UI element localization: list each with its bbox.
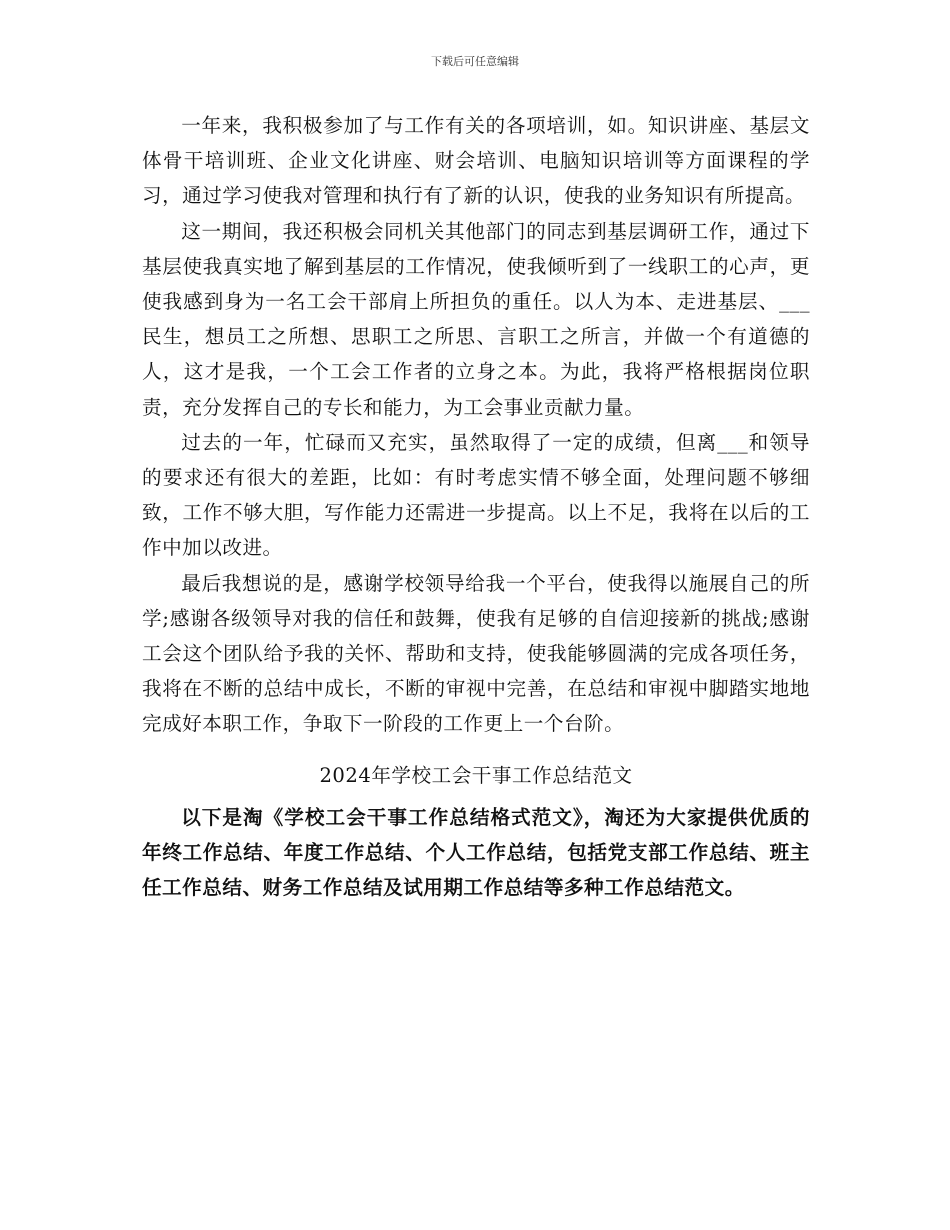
paragraph-shortcomings: 过去的一年，忙碌而又充实，虽然取得了一定的成绩，但离___和领导的要求还有很大的差距，比如：有时考虑实情不够全面，处理问题不够细致，工作不够大胆，写作能力还需进一步提高。以上不足，我将在以后的工作中加以改进。 bbox=[142, 430, 810, 560]
paragraph-thanks: 最后我想说的是，感谢学校领导给我一个平台，使我得以施展自己的所学;感谢各级领导对我的信任和鼓舞，使我有足够的自信迎接新的挑战;感谢工会这个团队给予我的关怀、帮助和支持，使我能够圆满的完成各项任务，我将在不断的总结中成长，不断的审视中完善，在总结和审视中脚踏实地地完成好本职工作，争取下一阶段的工作更上一个台阶。 bbox=[142, 571, 810, 736]
page-header: 下载后可任意编辑 bbox=[431, 55, 519, 68]
section-title: 2024年学校工会干事工作总结范文 bbox=[319, 763, 633, 787]
document-body bbox=[142, 108, 810, 905]
paragraph-grassroots: 这一期间，我还积极会同机关其他部门的同志到基层调研工作，通过下基层使我真实地了解到基层的工作情况，使我倾听到了一线职工的心声，更使我感到身为一名工会干部肩上所担负的重任。以人为本、走进基层、___民生，想员工之所想、思职工之所思、言职工之所言，并做一个有道德的人，这才是我，一个工会工作者的立身之本。为此，我将严格根据岗位职责，充分发挥自己的专长和能力，为工会事业贡献力量。 bbox=[142, 219, 810, 419]
section-intro: 以下是淘《学校工会干事工作总结格式范文》，淘还为大家提供优质的年终工作总结、年度工作总结、个人工作总结，包括党支部工作总结、班主任工作总结、财务工作总结及试用期工作总结等多种工作总结范文。 bbox=[142, 805, 810, 900]
paragraph-training: 一年来，我积极参加了与工作有关的各项培训，如。知识讲座、基层文体骨干培训班、企业文化讲座、财会培训、电脑知识培训等方面课程的学习，通过学习使我对管理和执行有了新的认识，使我的业务知识有所提高。 bbox=[142, 114, 810, 208]
